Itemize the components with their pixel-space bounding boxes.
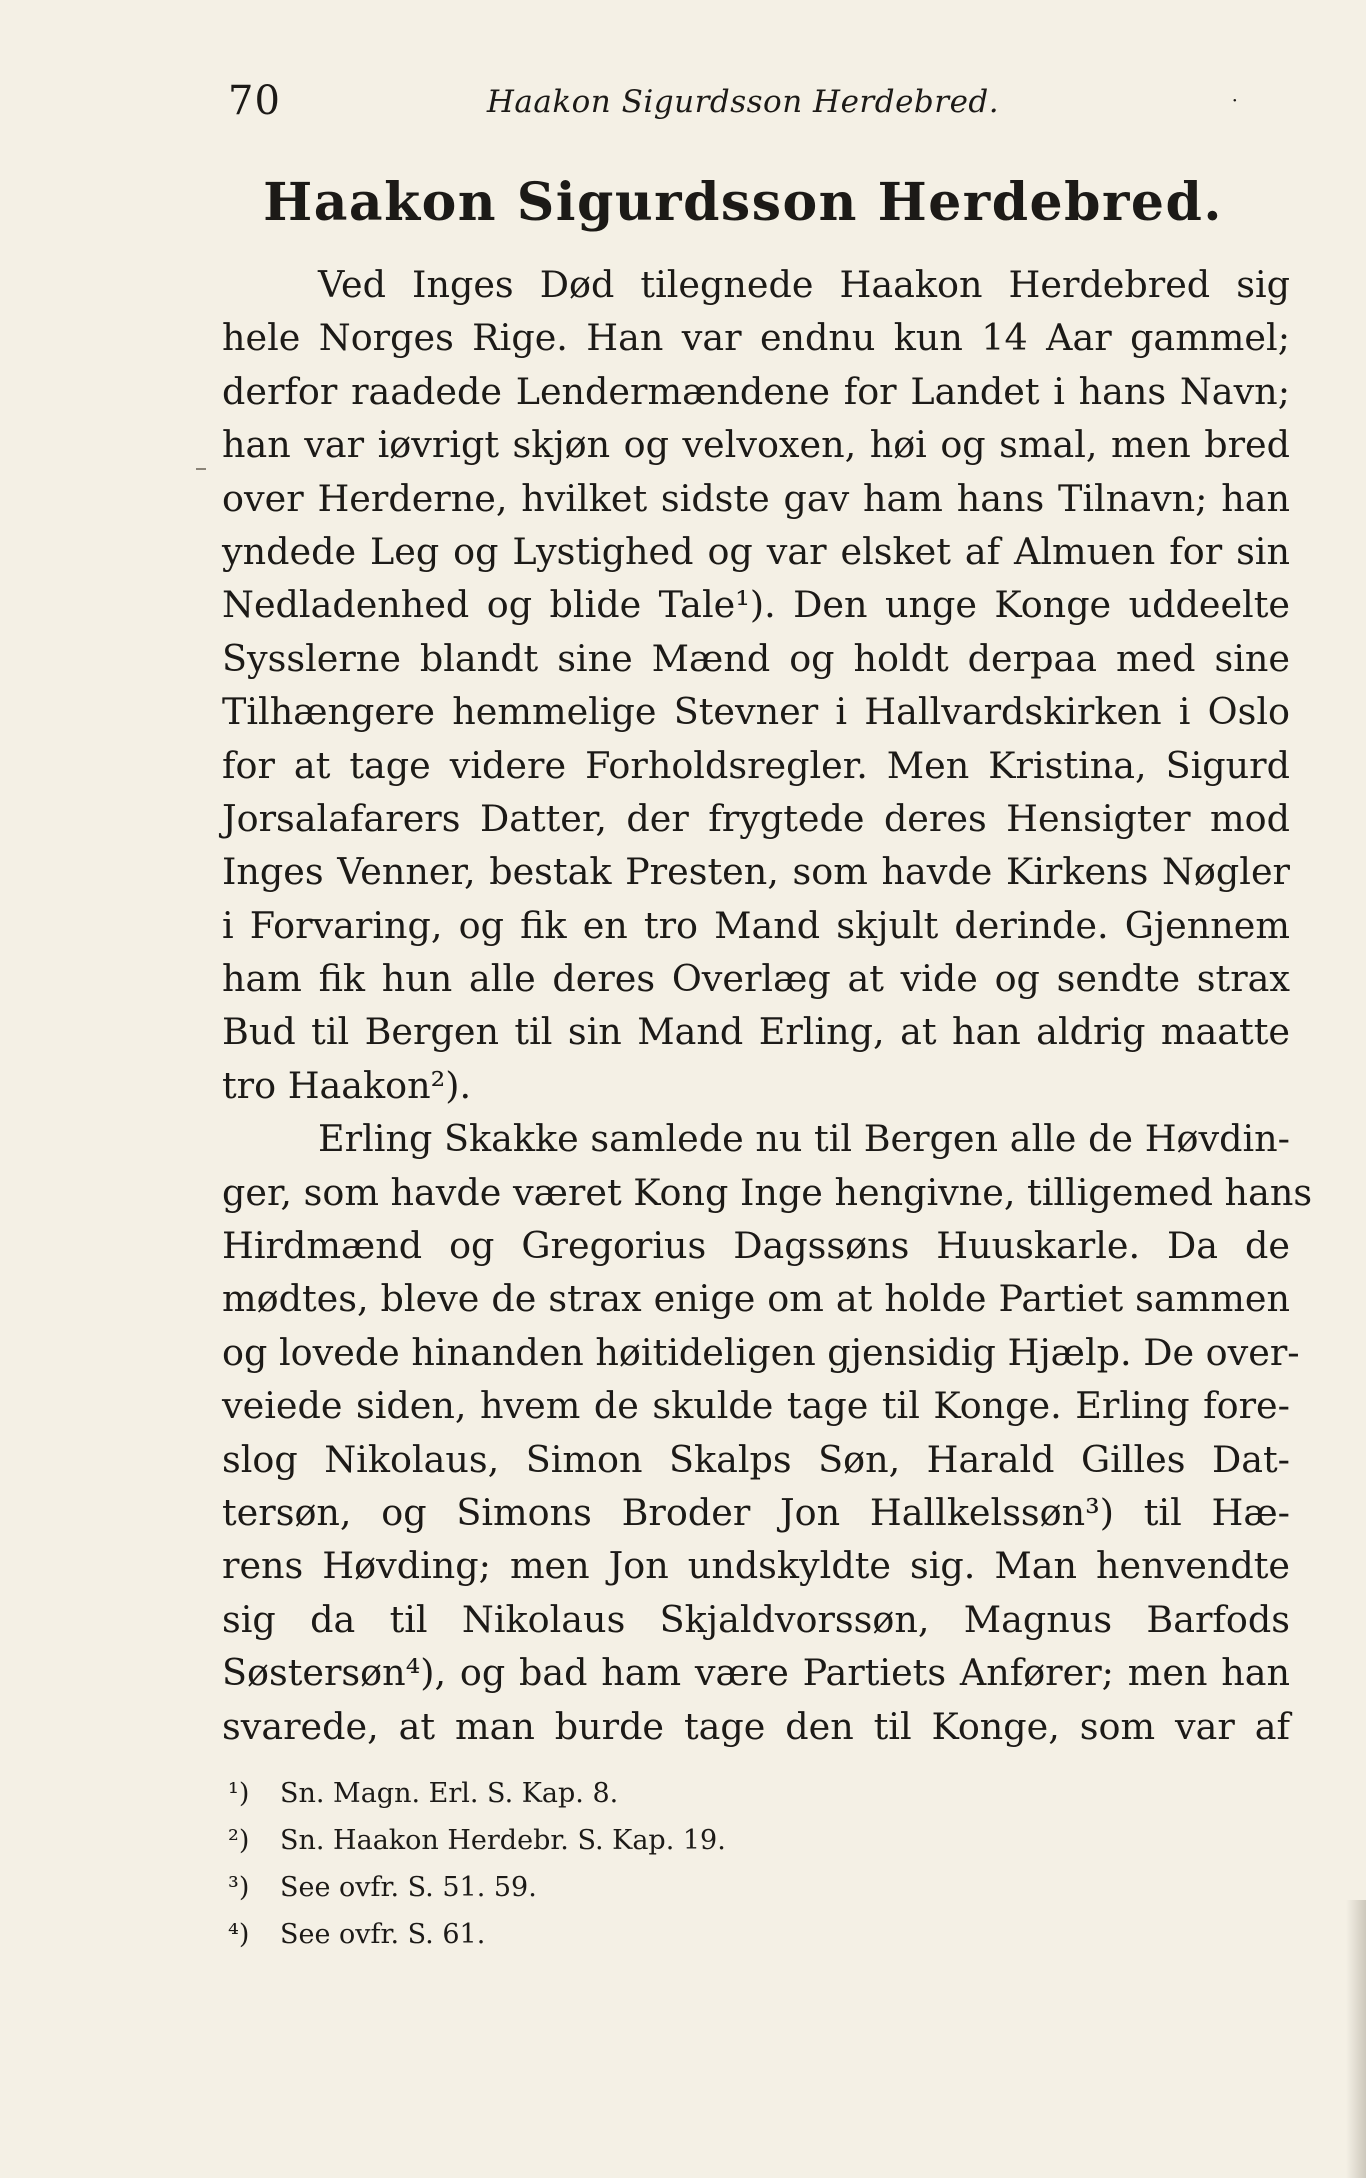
text-line: i Forvaring, og fik en tro Mand skjult derinde. Gjennem	[222, 903, 1290, 947]
text-line: Søstersøn⁴), og bad ham være Partiets Anfører; men han	[222, 1651, 1290, 1695]
footnote-text: Sn. Magn. Erl. S. Kap. 8.	[280, 1778, 619, 1809]
text-line: Sysslerne blandt sine Mænd og holdt derpaa med sine	[222, 636, 1290, 680]
text-line: slog Nikolaus, Simon Skalps Søn, Harald Gilles Dat-	[222, 1437, 1290, 1481]
text-line: tersøn, og Simons Broder Jon Hallkelssøn³) til Hæ-	[222, 1490, 1290, 1534]
chapter-title: Haakon Sigurdsson Herdebred.	[263, 172, 1223, 233]
text-line: svarede, at man burde tage den til Konge, som var af	[222, 1704, 1290, 1748]
text-line: Ved Inges Død tilegnede Haakon Herdebred sig	[318, 263, 1290, 306]
text-line: Tilhængere hemmelige Stevner i Hallvardskirken i Oslo	[222, 690, 1290, 734]
footnotes	[228, 1770, 1128, 1958]
footnote	[228, 1864, 1128, 1911]
text-line: rens Høvding; men Jon undskyldte sig. Man henvendte	[222, 1544, 1290, 1588]
footnote	[228, 1817, 1128, 1864]
text-line: og lovede hinanden høitideligen gjensidig Hjælp. De over-	[222, 1330, 1300, 1374]
text-line: Bud til Bergen til sin Mand Erling, at han aldrig maatte	[222, 1010, 1290, 1054]
text-line: over Herderne, hvilket sidste gav ham hans Tilnavn; han	[222, 476, 1290, 520]
text-line: ger, som havde været Kong Inge hengivne, tilligemed hans	[222, 1170, 1313, 1214]
footnote	[228, 1911, 1128, 1958]
text-line: veiede siden, hvem de skulde tage til Konge. Erling fore-	[222, 1384, 1290, 1428]
text-line: tro Haakon²).	[222, 1063, 472, 1107]
text-line: Inges Venner, bestak Presten, som havde Kirkens Nøgler	[222, 850, 1290, 894]
text-line: sig da til Nikolaus Skjaldvorssøn, Magnus Barfods	[222, 1597, 1290, 1641]
footnote-marker: ³)	[228, 1872, 250, 1903]
header-dot: ·	[1231, 88, 1238, 112]
footnote-marker: ²)	[228, 1825, 250, 1856]
footnote-marker: ⁴)	[228, 1919, 250, 1950]
footnote-marker: ¹)	[228, 1778, 250, 1809]
text-line: Nedladenhed og blide Tale¹). Den unge Konge uddeelte	[222, 583, 1290, 627]
body-text	[222, 258, 1313, 1753]
text-line: hele Norges Rige. Han var endnu kun 14 Aar gammel;	[222, 316, 1290, 360]
text-line: derfor raadede Lendermændene for Landet i hans Navn;	[222, 369, 1290, 413]
page-edge-shadow	[1346, 1900, 1366, 2178]
text-line: Jorsalafarers Datter, der frygtede deres Hensigter mod	[222, 796, 1290, 840]
page-number: 70	[228, 78, 281, 124]
text-line: ham fik hun alle deres Overlæg at vide og sendte strax	[222, 957, 1290, 1001]
footnote-text: See ovfr. S. 51. 59.	[280, 1872, 537, 1903]
running-title: Haakon Sigurdsson Herdebred.	[486, 84, 1000, 120]
footnote-text: Sn. Haakon Herdebr. S. Kap. 19.	[280, 1825, 726, 1856]
text-line: Erling Skakke samlede nu til Bergen alle de Høvdin-	[318, 1117, 1290, 1161]
text-line: yndede Leg og Lystighed og var elsket af Almuen for sin	[222, 529, 1290, 573]
margin-mark	[196, 468, 206, 470]
text-line: mødtes, bleve de strax enige om at holde Partiet sammen	[222, 1277, 1290, 1321]
footnote-text: See ovfr. S. 61.	[280, 1919, 486, 1950]
text-line: Hirdmænd og Gregorius Dagssøns Huuskarle. Da de	[222, 1224, 1290, 1268]
text-line: han var iøvrigt skjøn og velvoxen, høi og smal, men bred	[222, 423, 1290, 467]
footnote	[228, 1770, 1128, 1817]
running-head	[228, 70, 1258, 130]
text-line: for at tage videre Forholdsregler. Men Kristina, Sigurd	[222, 743, 1290, 787]
